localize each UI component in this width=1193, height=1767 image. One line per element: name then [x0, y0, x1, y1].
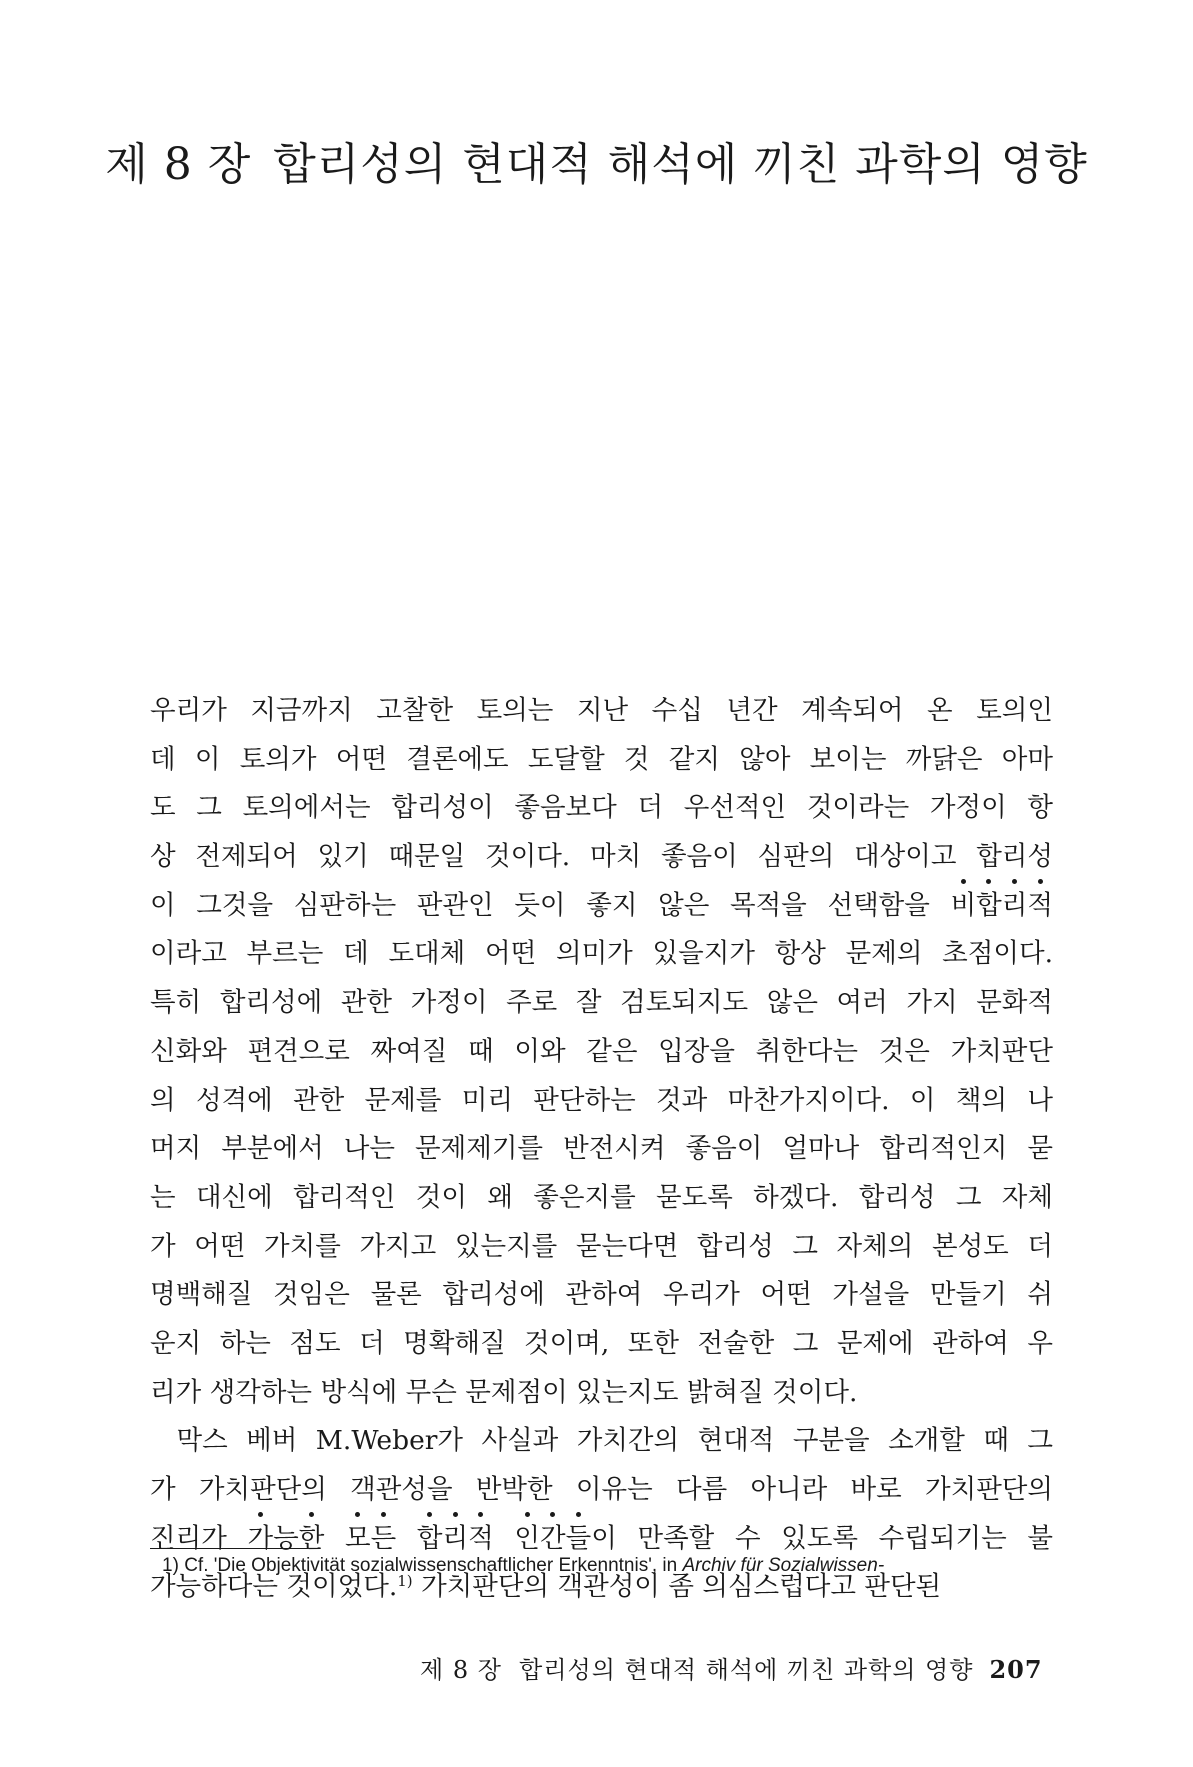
- text-line: 가 어떤 가치를 가지고 있는지를 묻는다면 합리성 그 자체의 본성도 더: [150, 1230, 1053, 1262]
- running-footer: [420, 1650, 1043, 1685]
- text-line-segment: 이 그것을 심판하는 판관인 듯이 좋지 않은 목적을 선택함을: [150, 889, 951, 921]
- text-line: 이라고 부르는 데 도대체 어떤 의미가 있을지가 항상 문제의 초점이다.: [150, 938, 1053, 970]
- chapter-title-text: 합리성의 현대적 해석에 끼친 과학의 영향: [273, 139, 1088, 190]
- text-line: 신화와 편견으로 짜여질 때 이와 같은 입장을 취한다는 것은 가치판단: [150, 1035, 1053, 1067]
- text-line: 우리가 지금까지 고찰한 토의는 지난 수십 년간 계속되어 온 토의인: [150, 695, 1053, 726]
- text-line-segment: 진리가: [150, 1522, 248, 1554]
- text-line-segment: 가능하다는 것이었다.: [150, 1571, 398, 1603]
- text-line: [150, 882, 1053, 931]
- text-line: 가 가치판단의 객관성을 반박한 이유는 다름 아니라 바로 가치판단의: [150, 1474, 1053, 1505]
- text-line: 명백해질 것임은 물론 합리성에 관하여 우리가 어떤 가설을 만들기 쉬: [150, 1279, 1053, 1311]
- footnote-number: 1): [162, 1555, 179, 1576]
- footnote-text: Cf. 'Die Objektivität sozialwissenschaftlicher Erkenntnis', in: [184, 1555, 683, 1576]
- footnote-marker: 1): [397, 1572, 413, 1591]
- text-line: 상 전제되어 있기 때문일 것이다. 마치 좋음이 심판의 대상이고 합리성: [150, 841, 1053, 873]
- footnote-divider: [150, 1548, 308, 1549]
- footnote: [162, 1555, 1062, 1577]
- emphasized-phrase: 가능한 모든 합리적 인간들: [247, 1523, 591, 1554]
- text-line: 데 이 토의가 어떤 결론에도 도달할 것 같지 않아 보이는 까닭은 아마: [150, 743, 1053, 775]
- emphasized-term: 비합리적: [951, 890, 1053, 921]
- text-line-segment: 이 만족할 수 있도록 수립되기는 불: [591, 1522, 1053, 1554]
- text-line: 도 그 토의에서는 합리성이 좋음보다 더 우선적인 것이라는 가정이 항: [150, 792, 1053, 824]
- text-line: 머지 부분에서 나는 문제제기를 반전시켜 좋음이 얼마나 합리적인지 묻: [150, 1133, 1053, 1165]
- text-line: 리가 생각하는 방식에 무슨 문제점이 있는지도 밝혀질 것이다.: [150, 1376, 858, 1408]
- page-number: 207: [989, 1655, 1043, 1684]
- body-paragraphs: [150, 687, 1053, 1612]
- text-line: 운지 하는 점도 더 명확해질 것이며, 또한 전술한 그 문제에 관하여 우: [150, 1327, 1053, 1359]
- chapter-title: [0, 128, 1193, 192]
- chapter-number: 제 8 장: [105, 139, 252, 190]
- text-line-segment: 막스 베버 M.Weber가 사실과 가치간의 현대적 구분을 소개할 때 그: [176, 1425, 1053, 1457]
- text-line-segment: 가치판단의 객관성이 좀 의심스럽다고 판단된: [412, 1571, 942, 1603]
- text-line: 의 성격에 관한 문제를 미리 판단하는 것과 마찬가지이다. 이 책의 나: [150, 1084, 1053, 1116]
- footnote-journal: Archiv für Sozialwissen-: [682, 1555, 885, 1576]
- text-line: 특히 합리성에 관한 가정이 주로 잘 검토되지도 않은 여러 가지 문화적: [150, 987, 1053, 1019]
- text-line: 는 대신에 합리적인 것이 왜 좋은지를 묻도록 하겠다. 합리성 그 자체: [150, 1181, 1053, 1213]
- running-footer-title: 제 8 장 합리성의 현대적 해석에 끼친 과학의 영향: [420, 1656, 974, 1684]
- text-line: [150, 1417, 1053, 1466]
